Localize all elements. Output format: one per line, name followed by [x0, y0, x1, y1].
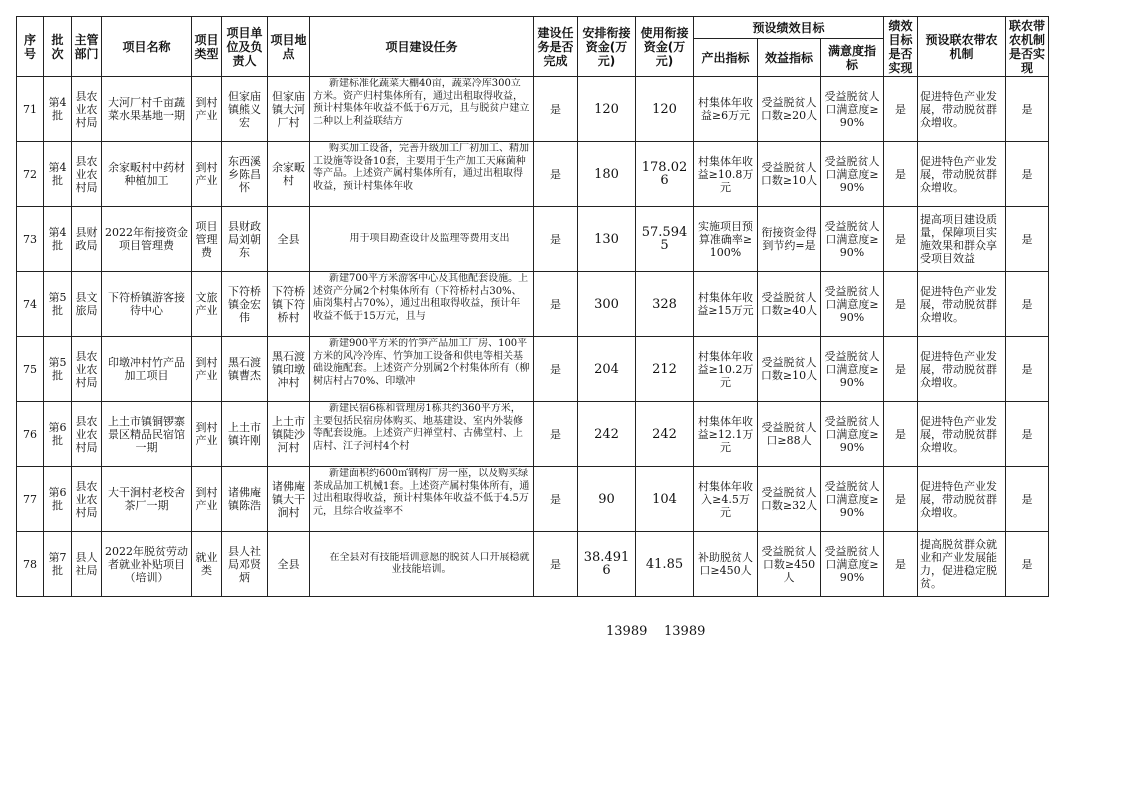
cell-name: 下符桥镇游客接待中心: [102, 272, 192, 337]
cell-location: 全县: [268, 207, 310, 272]
cell-name: 余家畈村中药材种植加工: [102, 142, 192, 207]
cell-benefit: 受益脱贫人口≥88人: [758, 402, 821, 467]
cell-unit: 诸佛庵镇陈浩: [222, 467, 268, 532]
cell-output: 村集体年收益≥15万元: [694, 272, 758, 337]
cell-name: 大干涧村老校舍茶厂一期: [102, 467, 192, 532]
cell-output: 补助脱贫人口≥450人: [694, 532, 758, 597]
table-row: [17, 402, 1049, 467]
header-output: 产出指标: [694, 39, 758, 77]
cell-mechanism: 促进特色产业发展，带动脱贫群众增收。: [918, 77, 1006, 142]
cell-used: 242: [636, 402, 694, 467]
header-name: 项目名称: [102, 17, 192, 77]
cell-name: 2022年衔接资金项目管理费: [102, 207, 192, 272]
cell-type: 文旅产业: [192, 272, 222, 337]
cell-task: 新建900平方米的竹笋产品加工厂房、100平方米的风冷冷库、竹笋加工设备和供电等相关基础设施配套。上述资产分别属2个村集体所有（柳树店村占70%、印墩冲: [310, 337, 534, 402]
cell-task: 购买加工设备，完善升级加工厂初加工、精加工设施等设备10套，主要用于生产加工天麻菌种等产品。上述资产属村集体所有，通过出租取得收益，预计村集体年收: [310, 142, 534, 207]
cell-type: 项目管理费: [192, 207, 222, 272]
cell-mechanism: 促进特色产业发展，带动脱贫群众增收。: [918, 337, 1006, 402]
cell-type: 到村产业: [192, 402, 222, 467]
project-table: [16, 16, 1049, 597]
cell-done: 是: [534, 207, 578, 272]
cell-satisfaction: 受益脱贫人口满意度≥90%: [821, 337, 884, 402]
header-done: 建设任务是否完成: [534, 17, 578, 77]
cell-dept: 县人社局: [72, 532, 102, 597]
header-seq: 序号: [17, 17, 44, 77]
cell-seq: 76: [17, 402, 44, 467]
cell-batch: 第5批: [44, 272, 72, 337]
table-row: [17, 272, 1049, 337]
cell-type: 到村产业: [192, 77, 222, 142]
cell-task: 用于项目勘查设计及监理等费用支出: [310, 207, 534, 272]
cell-output: 村集体年收益≥10.2万元: [694, 337, 758, 402]
cell-realized: 是: [1006, 207, 1049, 272]
cell-batch: 第5批: [44, 337, 72, 402]
cell-unit: 黑石渡镇曹杰: [222, 337, 268, 402]
cell-realized: 是: [1006, 402, 1049, 467]
cell-type: 到村产业: [192, 467, 222, 532]
cell-realized: 是: [1006, 467, 1049, 532]
cell-used: 212: [636, 337, 694, 402]
table-row: [17, 532, 1049, 597]
header-type: 项目类型: [192, 17, 222, 77]
cell-realized: 是: [1006, 77, 1049, 142]
cell-benefit: 受益脱贫人口数≥10人: [758, 337, 821, 402]
cell-location: 黑石渡镇印墩冲村: [268, 337, 310, 402]
cell-done: 是: [534, 337, 578, 402]
table-row: [17, 337, 1049, 402]
header-benefit: 效益指标: [758, 39, 821, 77]
cell-name: 上土市镇铜锣寨景区精品民宿馆一期: [102, 402, 192, 467]
cell-task: 新建700平方米游客中心及其他配套设施。上述资产分属2个村集体所有（下符桥村占30%、庙岗集村占70%），通过出租取得收益，预计年收益不低于15万元，且与: [310, 272, 534, 337]
cell-done: 是: [534, 467, 578, 532]
cell-dept: 县农业农村局: [72, 337, 102, 402]
cell-alloc: 90: [578, 467, 636, 532]
cell-achieved: 是: [884, 532, 918, 597]
cell-alloc: 180: [578, 142, 636, 207]
cell-alloc: 38.4916: [578, 532, 636, 597]
cell-satisfaction: 受益脱贫人口满意度≥90%: [821, 467, 884, 532]
cell-alloc: 300: [578, 272, 636, 337]
cell-dept: 县财政局: [72, 207, 102, 272]
cell-location: 全县: [268, 532, 310, 597]
header-alloc: 安排衔接资金(万元): [578, 17, 636, 77]
cell-benefit: 受益脱贫人口数≥450人: [758, 532, 821, 597]
cell-unit: 上土市镇许刚: [222, 402, 268, 467]
cell-dept: 县农业农村局: [72, 77, 102, 142]
cell-achieved: 是: [884, 337, 918, 402]
cell-task: 新建标准化蔬菜大棚40亩，蔬菜冷库300立方米。资产归村集体所有，通过出租取得收益，预计村集体年收益不低于6万元，且与脱贫户建立二种以上利益联结方: [310, 77, 534, 142]
cell-seq: 77: [17, 467, 44, 532]
header-unit: 项目单位及负责人: [222, 17, 268, 77]
header-location: 项目地点: [268, 17, 310, 77]
cell-done: 是: [534, 532, 578, 597]
cell-realized: 是: [1006, 337, 1049, 402]
cell-batch: 第4批: [44, 142, 72, 207]
cell-output: 村集体年收益≥12.1万元: [694, 402, 758, 467]
cell-type: 到村产业: [192, 142, 222, 207]
header-achieved: 绩效目标是否实现: [884, 17, 918, 77]
cell-mechanism: 促进特色产业发展，带动脱贫群众增收。: [918, 142, 1006, 207]
total-used: 13989: [664, 624, 706, 639]
cell-type: 就业类: [192, 532, 222, 597]
cell-achieved: 是: [884, 467, 918, 532]
cell-name: 大河厂村千亩蔬菜水果基地一期: [102, 77, 192, 142]
cell-satisfaction: 受益脱贫人口满意度≥90%: [821, 402, 884, 467]
cell-done: 是: [534, 272, 578, 337]
total-alloc: 13989: [606, 624, 648, 639]
cell-achieved: 是: [884, 272, 918, 337]
cell-unit: 县财政局刘朝东: [222, 207, 268, 272]
table-body: [17, 77, 1049, 597]
cell-task: 新建民宿6栋和管理房1栋共约360平方米，主要包括民宿房体购买、地基建设、室内外装修等配套设施。上述资产归禅堂村、古佛堂村、上店村、江子河村4个村: [310, 402, 534, 467]
cell-batch: 第4批: [44, 207, 72, 272]
cell-unit: 县人社局邓贤炳: [222, 532, 268, 597]
cell-benefit: 受益脱贫人口数≥10人: [758, 142, 821, 207]
cell-achieved: 是: [884, 402, 918, 467]
cell-task: 新建面积约600㎡钢构厂房一座，以及购买绿茶成品加工机械1套。上述资产属村集体所有，通过出租取得收益，预计村集体年收益不低于4.5万元，且综合收益率不: [310, 467, 534, 532]
table-row: [17, 467, 1049, 532]
cell-used: 104: [636, 467, 694, 532]
cell-mechanism: 提高脱贫群众就业和产业发展能力，促进稳定脱贫。: [918, 532, 1006, 597]
header-task: 项目建设任务: [310, 17, 534, 77]
cell-location: 上土市镇陡沙河村: [268, 402, 310, 467]
table-row: [17, 77, 1049, 142]
cell-seq: 71: [17, 77, 44, 142]
cell-achieved: 是: [884, 207, 918, 272]
header-realized: 联农带农机制是否实现: [1006, 17, 1049, 77]
cell-task: 在全县对有技能培训意愿的脱贫人口开展稳就业技能培训。: [310, 532, 534, 597]
cell-satisfaction: 受益脱贫人口满意度≥90%: [821, 207, 884, 272]
cell-used: 178.026: [636, 142, 694, 207]
cell-unit: 下符桥镇金宏伟: [222, 272, 268, 337]
cell-unit: 东西溪乡陈昌怀: [222, 142, 268, 207]
cell-alloc: 120: [578, 77, 636, 142]
cell-used: 57.5945: [636, 207, 694, 272]
cell-satisfaction: 受益脱贫人口满意度≥90%: [821, 77, 884, 142]
cell-realized: 是: [1006, 272, 1049, 337]
cell-dept: 县农业农村局: [72, 402, 102, 467]
header-satisfaction: 满意度指标: [821, 39, 884, 77]
cell-output: 村集体年收益≥10.8万元: [694, 142, 758, 207]
table-row: [17, 207, 1049, 272]
cell-output: 实施项目预算准确率≥100%: [694, 207, 758, 272]
cell-done: 是: [534, 142, 578, 207]
header-mechanism: 预设联农带农机制: [918, 17, 1006, 77]
table-row: [17, 142, 1049, 207]
cell-achieved: 是: [884, 77, 918, 142]
cell-seq: 78: [17, 532, 44, 597]
cell-seq: 75: [17, 337, 44, 402]
cell-seq: 73: [17, 207, 44, 272]
cell-benefit: 受益脱贫人口数≥32人: [758, 467, 821, 532]
cell-done: 是: [534, 402, 578, 467]
cell-output: 村集体年收入≥4.5万元: [694, 467, 758, 532]
cell-benefit: 受益脱贫人口数≥40人: [758, 272, 821, 337]
cell-used: 41.85: [636, 532, 694, 597]
cell-used: 120: [636, 77, 694, 142]
cell-unit: 但家庙镇熊义宏: [222, 77, 268, 142]
header-dept: 主管部门: [72, 17, 102, 77]
cell-satisfaction: 受益脱贫人口满意度≥90%: [821, 142, 884, 207]
cell-batch: 第6批: [44, 402, 72, 467]
cell-realized: 是: [1006, 142, 1049, 207]
cell-output: 村集体年收益≥6万元: [694, 77, 758, 142]
header-batch: 批次: [44, 17, 72, 77]
cell-seq: 72: [17, 142, 44, 207]
cell-achieved: 是: [884, 142, 918, 207]
cell-location: 下符桥镇下符桥村: [268, 272, 310, 337]
header-used: 使用衔接资金(万元): [636, 17, 694, 77]
cell-batch: 第7批: [44, 532, 72, 597]
cell-done: 是: [534, 77, 578, 142]
cell-alloc: 130: [578, 207, 636, 272]
cell-benefit: 受益脱贫人口数≥20人: [758, 77, 821, 142]
cell-mechanism: 促进特色产业发展，带动脱贫群众增收。: [918, 467, 1006, 532]
cell-type: 到村产业: [192, 337, 222, 402]
funding-table-sheet: [16, 16, 1049, 597]
cell-mechanism: 促进特色产业发展，带动脱贫群众增收。: [918, 402, 1006, 467]
cell-alloc: 204: [578, 337, 636, 402]
table-header: [17, 17, 1049, 77]
cell-used: 328: [636, 272, 694, 337]
cell-location: 诸佛庵镇大干涧村: [268, 467, 310, 532]
cell-batch: 第4批: [44, 77, 72, 142]
cell-satisfaction: 受益脱贫人口满意度≥90%: [821, 272, 884, 337]
cell-name: 2022年脱贫劳动者就业补贴项目（培训）: [102, 532, 192, 597]
cell-seq: 74: [17, 272, 44, 337]
cell-benefit: 衔接资金得到节约=是: [758, 207, 821, 272]
cell-name: 印墩冲村竹产品加工项目: [102, 337, 192, 402]
cell-dept: 县农业农村局: [72, 467, 102, 532]
cell-location: 余家畈村: [268, 142, 310, 207]
cell-dept: 县农业农村局: [72, 142, 102, 207]
header-performance: 预设绩效目标: [694, 17, 884, 39]
cell-location: 但家庙镇大河厂村: [268, 77, 310, 142]
cell-mechanism: 提高项目建设质量，保障项目实施效果和群众享受项目效益: [918, 207, 1006, 272]
cell-dept: 县文旅局: [72, 272, 102, 337]
cell-mechanism: 促进特色产业发展，带动脱贫群众增收。: [918, 272, 1006, 337]
cell-batch: 第6批: [44, 467, 72, 532]
cell-alloc: 242: [578, 402, 636, 467]
cell-realized: 是: [1006, 532, 1049, 597]
cell-satisfaction: 受益脱贫人口满意度≥90%: [821, 532, 884, 597]
